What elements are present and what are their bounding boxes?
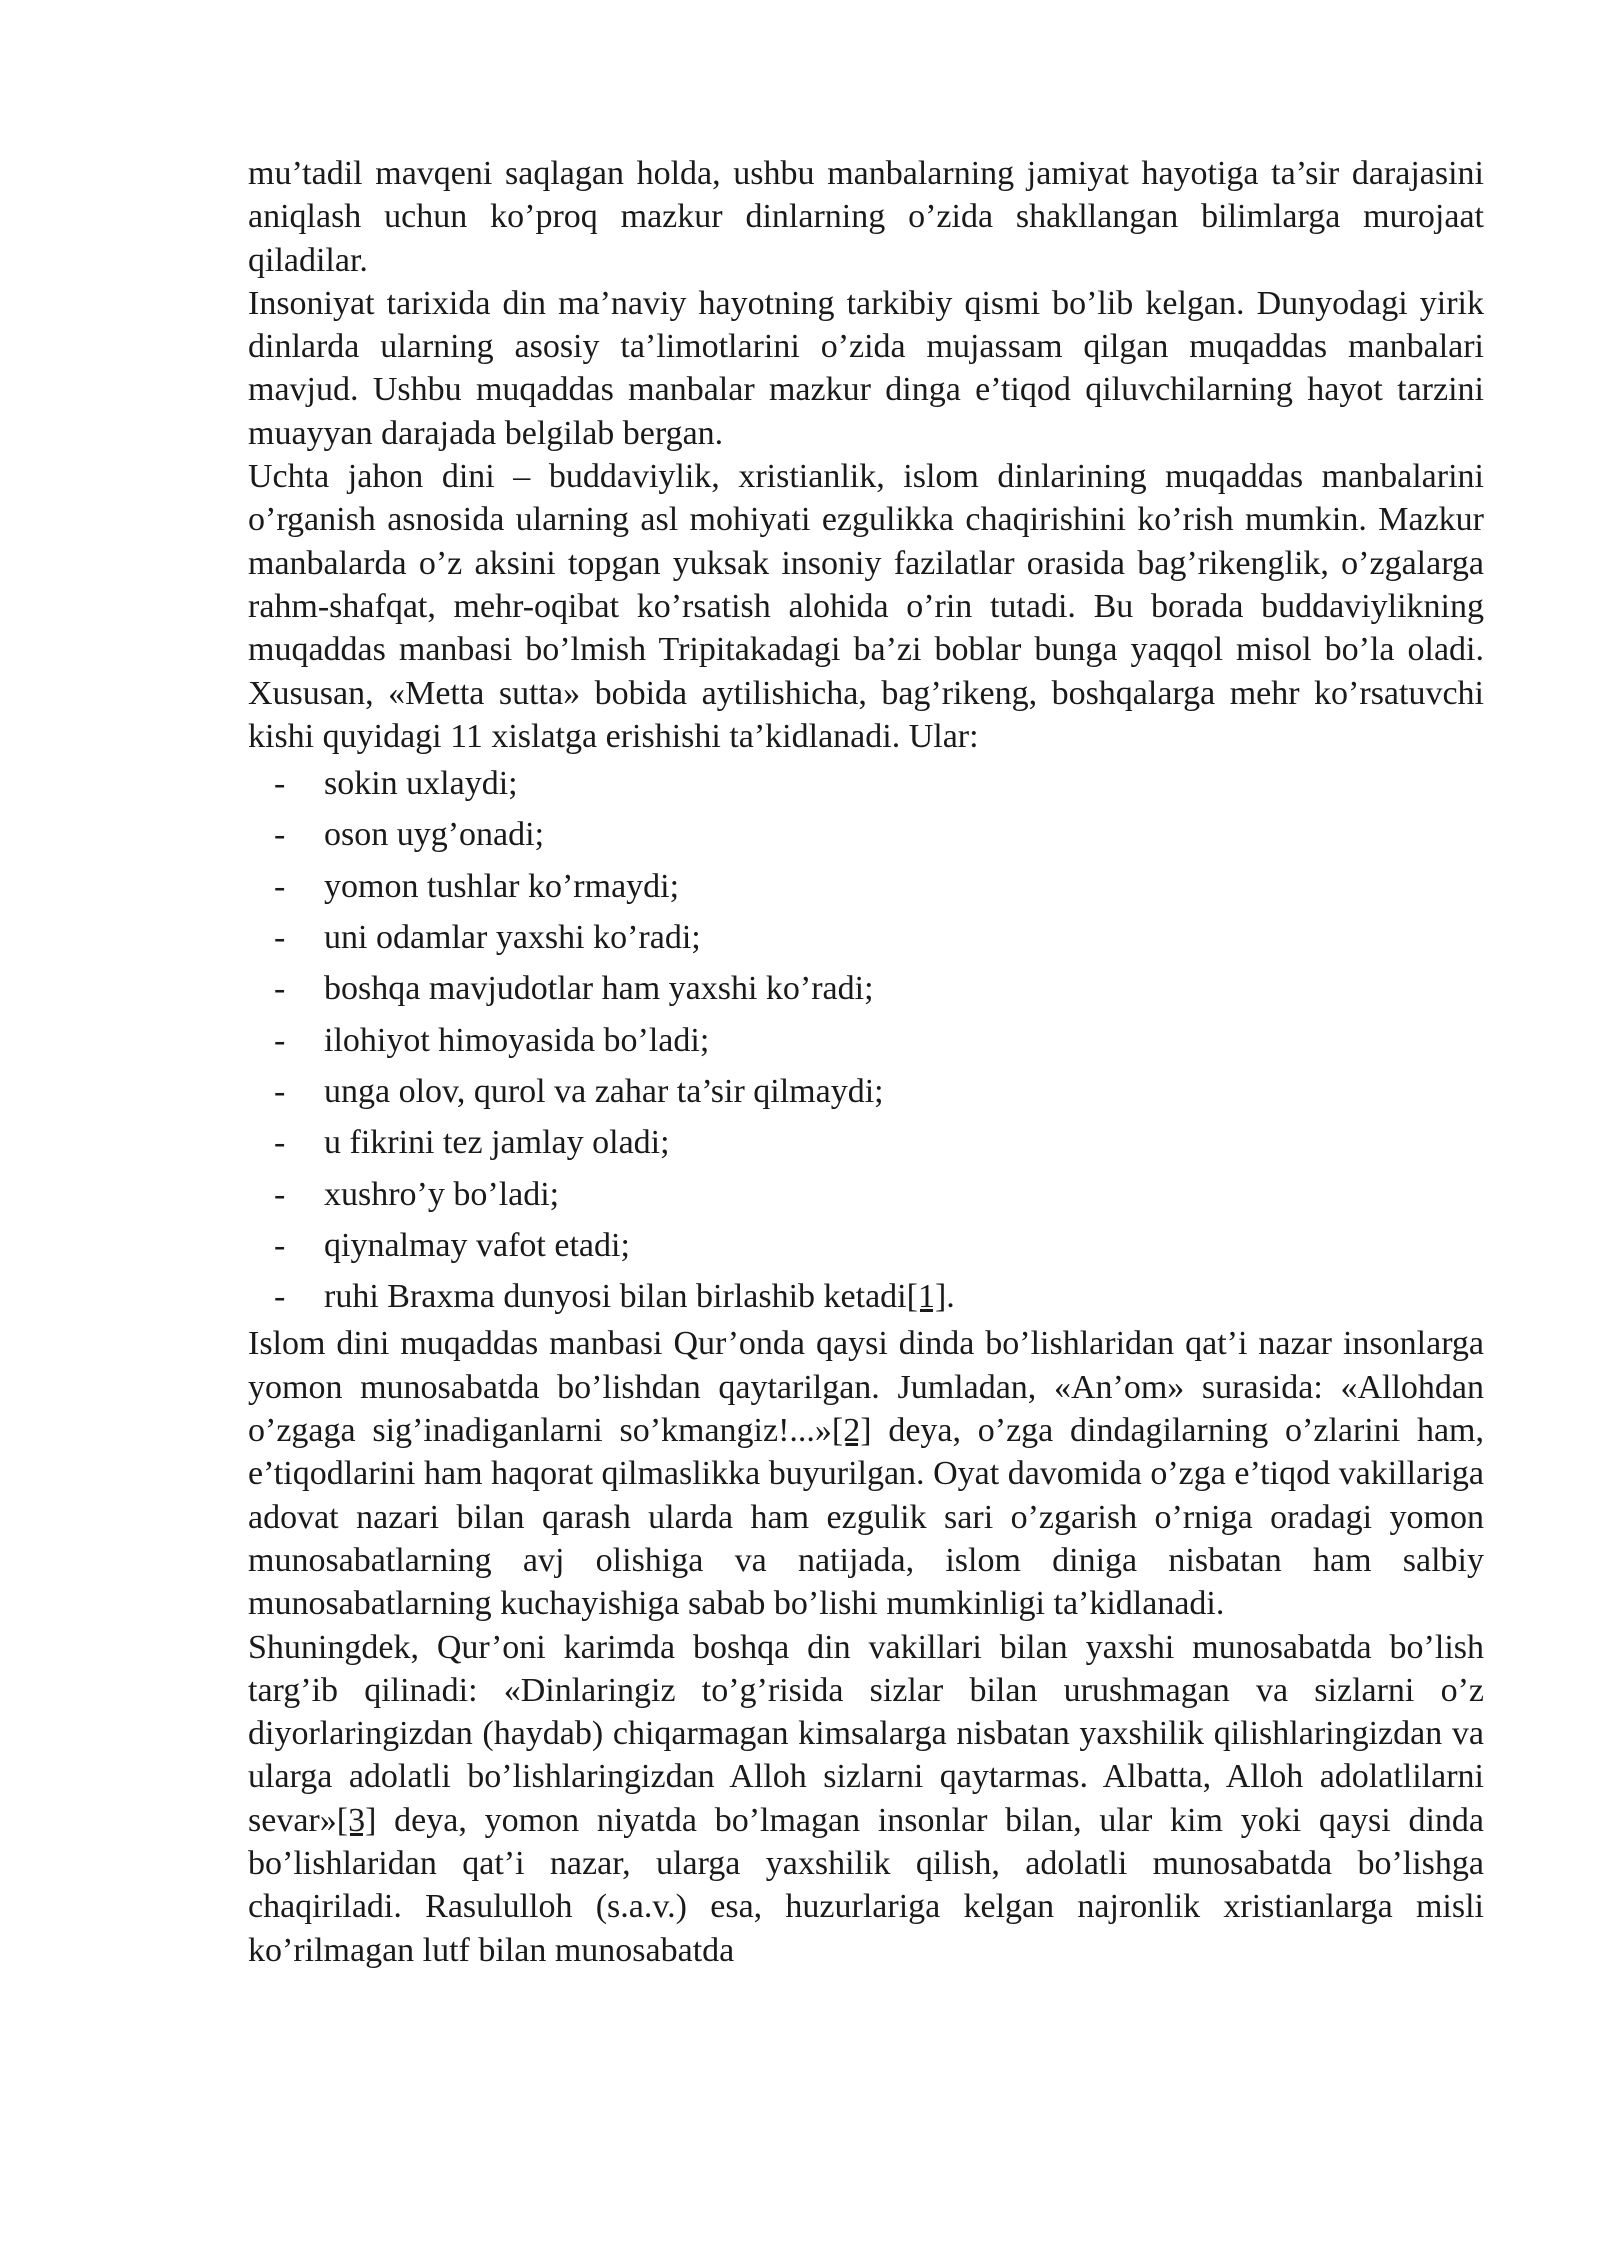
list-item-text: boshqa mavjudotlar ham yaxshi ko’radi; bbox=[324, 970, 874, 1008]
list-dash: - bbox=[274, 1226, 286, 1264]
list-item-text: uni odamlar yaxshi ko’radi; bbox=[324, 919, 701, 957]
list-item-text: oson uyg’onadi; bbox=[324, 816, 545, 854]
list-item bbox=[248, 758, 1484, 809]
footnote-link-3[interactable]: [3] bbox=[336, 1801, 377, 1839]
list-dash: - bbox=[274, 1278, 286, 1316]
list-dash: - bbox=[274, 1021, 286, 1059]
list-dash: - bbox=[274, 867, 286, 905]
paragraph: Insoniyat tarixida din ma’naviy hayotning tarkibiy qismi bo’lib kelgan. Dunyodagi yirik dinlarda ularning asosiy ta’limotlarini o’zida mujassam qilgan muqaddas manbalari mavjud. Ushbu muqaddas manbalar mazkur dinga e’tiqod qiluvchilarning hayot tarzini muayyan darajada belgilab bergan. bbox=[248, 284, 1484, 452]
document-page bbox=[248, 152, 1484, 1972]
list-item bbox=[248, 861, 1484, 912]
footnote-link-1[interactable]: [1] bbox=[906, 1278, 947, 1316]
qualities-list bbox=[248, 758, 1484, 1322]
list-item bbox=[248, 912, 1484, 963]
list-item-text: ruhi Braxma dunyosi bilan birlashib ketadi bbox=[324, 1278, 907, 1316]
list-item bbox=[248, 809, 1484, 860]
list-item bbox=[248, 1066, 1484, 1117]
paragraph: Uchta jahon dini – buddaviylik, xristianlik, islom dinlarining muqaddas manbalarini o’rganish asnosida ularning asl mohiyati ezgulikka chaqirishini ko’rish mumkin. Mazkur manbalarda o’z aksini topgan yuksak insoniy fazilatlar orasida bag’rikenglik, o’zgalarga rahm-shafqat, mehr-oqibat ko’rsatish alohida o’rin tutadi. Bu borada buddaviylikning muqaddas manbasi bo’lmish Tripitakadagi ba’zi boblar bunga yaqqol misol bo’la oladi. Xususan, «Metta sutta» bobida aytilishicha, bag’rikeng, boshqalarga mehr ko’rsatuvchi kishi quyidagi 11 xislatga erishishi ta’kidlanadi. Ular: bbox=[248, 458, 1484, 755]
list-item-text: xushro’y bo’ladi; bbox=[324, 1175, 560, 1213]
list-dash: - bbox=[274, 919, 286, 957]
paragraph bbox=[248, 1626, 1484, 1972]
footnote-link-2[interactable]: [2] bbox=[831, 1412, 872, 1450]
list-item bbox=[248, 1169, 1484, 1220]
paragraph: mu’tadil mavqeni saqlagan holda, ushbu manbalarning jamiyat hayotiga ta’sir darajasini aniqlash uchun ko’proq mazkur dinlarning o’zida shakllangan bilimlarga murojaat qiladilar. bbox=[248, 155, 1484, 279]
list-item-text: unga olov, qurol va zahar ta’sir qilmaydi; bbox=[324, 1072, 884, 1110]
list-dash: - bbox=[274, 1124, 286, 1162]
paragraph-text: Shuningdek, Qur’oni karimda boshqa din vakillari bilan yaxshi munosabatda bo’lish targ’ib qilinadi: «Dinlaringiz to’g’risida sizlar bilan urushmagan va sizlarni o’z diyorlaringizdan (haydab) chiqarmagan kimsalarga nisbatan yaxshilik qilishlaringizdan va ularga adolatli bo’lishlaringizdan Alloh sizlarni qaytarmas. Albatta, Alloh adolatlilarni sevar» bbox=[248, 1628, 1484, 1839]
paragraph-text: deya, yomon niyatda bo’lmagan insonlar bilan, ular kim yoki qaysi dinda bo’lishlaridan qat’i nazar, ularga yaxshilik qilish, adolatli munosabatda bo’lishga chaqiriladi. Rasululloh (s.a.v.) esa, huzurlariga kelgan najronlik xristianlarga misli ko’rilmagan lutf bilan munosabatda bbox=[248, 1801, 1484, 1969]
list-dash: - bbox=[274, 765, 286, 803]
list-item bbox=[248, 963, 1484, 1014]
list-dash: - bbox=[274, 816, 286, 854]
paragraph-text: deya, o’zga dindagilarning o’zlarini ham, e’tiqodlarini ham haqorat qilmaslikka buyurilgan. Oyat davomida o’zga e’tiqod vakillariga adovat nazari bilan qarash ularda ham ezgulik sari o’zgarish o’rniga oradagi yomon munosabatlarning avj olishiga va natijada, islom diniga nisbatan ham salbiy munosabatlarning kuchayishiga sabab bo’lishi mumkinligi ta’kidlanadi. bbox=[248, 1412, 1484, 1623]
list-item bbox=[248, 1117, 1484, 1168]
list-item bbox=[248, 1220, 1484, 1271]
list-item bbox=[248, 1015, 1484, 1066]
list-item-text: yomon tushlar ko’rmaydi; bbox=[324, 867, 680, 905]
list-dash: - bbox=[274, 1175, 286, 1213]
paragraph bbox=[248, 1322, 1484, 1625]
list-item bbox=[248, 1271, 1484, 1322]
list-dash: - bbox=[274, 970, 286, 1008]
list-item-text: sokin uxlaydi; bbox=[324, 765, 518, 803]
paragraph-text: Islom dini muqaddas manbasi Qur’onda qaysi dinda bo’lishlaridan qat’i nazar insonlarga yomon munosabatda bo’lishdan qaytarilgan. Jumladan, «An’om» surasida: «Allohdan o’zgaga sig’inadiganlarni so’kmangiz!...» bbox=[248, 1325, 1484, 1450]
list-item-text: ilohiyot himoyasida bo’ladi; bbox=[324, 1021, 710, 1059]
list-item-text: u fikrini tez jamlay oladi; bbox=[324, 1124, 670, 1162]
list-dash: - bbox=[274, 1072, 286, 1110]
list-item-text: qiynalmay vafot etadi; bbox=[324, 1226, 630, 1264]
list-item-tail: . bbox=[946, 1278, 955, 1316]
